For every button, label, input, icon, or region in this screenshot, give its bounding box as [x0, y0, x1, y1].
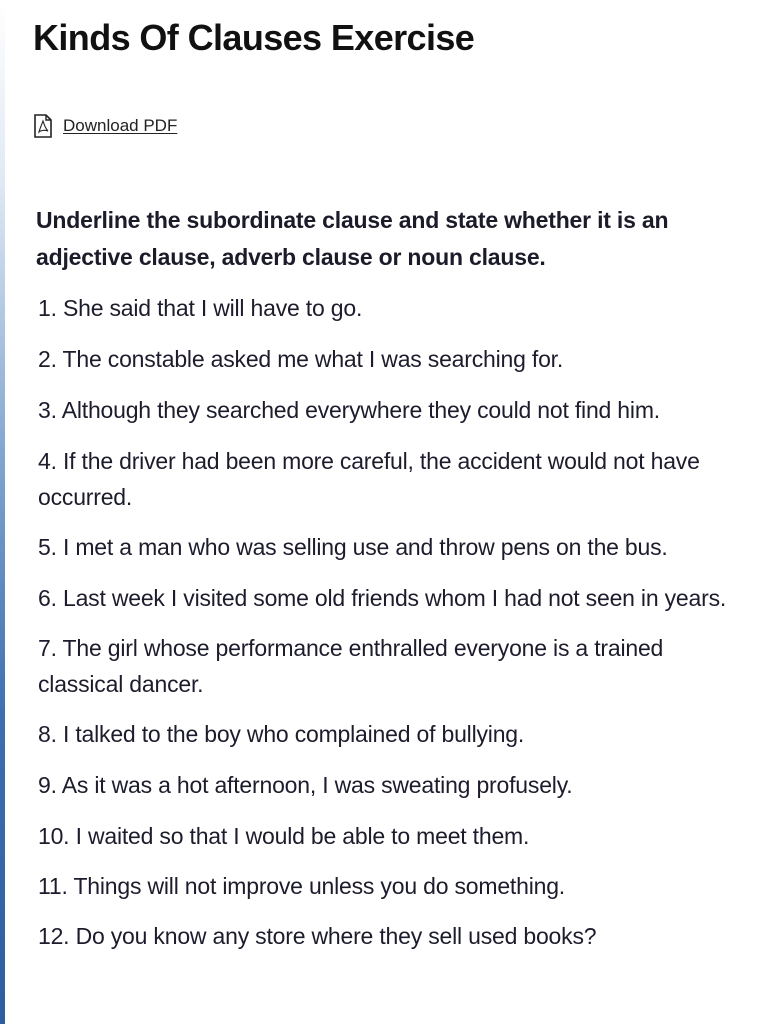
exercise-item: 10. I waited so that I would be able to meet them.: [38, 823, 530, 849]
exercise-item: 2. The constable asked me what I was searching for.: [38, 346, 564, 372]
exercise-item: 12. Do you know any store where they sell used books?: [38, 923, 597, 949]
exercise-item: 5. I met a man who was selling use and throw pens on the bus.: [38, 534, 668, 560]
left-edge-accent: [0, 0, 5, 1024]
exercise-item: 7. The girl whose performance enthralled everyone is a trained classical dancer.: [38, 635, 664, 697]
download-pdf-link[interactable]: [33, 114, 177, 138]
page-title: Kinds Of Clauses Exercise: [33, 17, 475, 58]
exercise-item: 4. If the driver had been more careful, the accident would not have occurred.: [38, 448, 700, 510]
exercise-item: 8. I talked to the boy who complained of bullying.: [38, 721, 525, 747]
exercise-item: 3. Although they searched everywhere they could not find him.: [38, 397, 660, 423]
pdf-icon: [33, 114, 53, 138]
exercise-instruction: Underline the subordinate clause and state whether it is an adjective clause, adverb clause or noun clause.: [36, 207, 669, 270]
download-pdf-label: Download PDF: [63, 116, 178, 135]
exercise-item: 6. Last week I visited some old friends whom I had not seen in years.: [38, 585, 727, 611]
exercise-item: 9. As it was a hot afternoon, I was sweating profusely.: [38, 772, 573, 798]
exercise-item: 11. Things will not improve unless you do something.: [38, 873, 565, 899]
exercise-item: 1. She said that I will have to go.: [38, 295, 363, 321]
exercise-list: [38, 290, 738, 968]
